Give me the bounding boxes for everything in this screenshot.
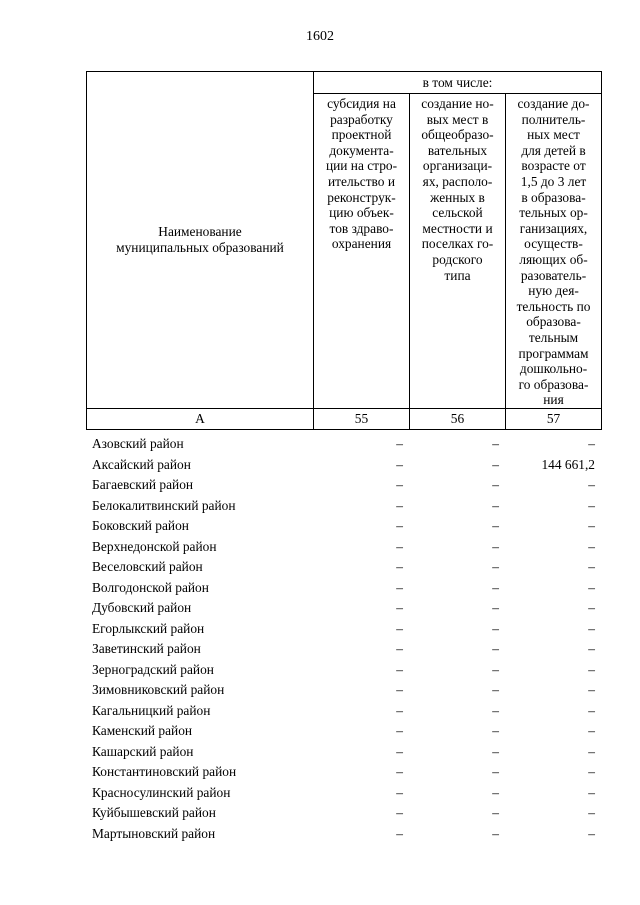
cell-55: – (396, 436, 403, 451)
header-text-line: цию объек- (329, 205, 394, 221)
header-text-line: программам (518, 345, 589, 361)
column-header-55 (314, 94, 410, 409)
row-name: Волгодонской район (92, 579, 209, 595)
header-text-line: ции на стро- (325, 158, 398, 174)
letter-row-56: 56 (410, 408, 506, 429)
header-text-line: субсидия на (327, 96, 396, 111)
column-header-municipality-line: Наименование (158, 224, 242, 240)
cell-55: – (396, 456, 403, 472)
row-name: Кагальницкий район (92, 702, 211, 718)
cell-57: – (588, 579, 595, 595)
header-text-line: осуществ- (524, 236, 583, 252)
header-text-line: разователь- (520, 267, 587, 283)
header-text-line: в образова- (521, 189, 586, 205)
column-header-55-text (314, 94, 409, 252)
header-text-line: ляющих об- (519, 251, 588, 267)
table-row (86, 701, 601, 722)
table-row (86, 639, 601, 660)
column-header-57-text (506, 94, 601, 408)
table-row (86, 475, 601, 496)
cell-56: – (492, 743, 499, 759)
header-text-line: тельным (528, 329, 579, 345)
row-name: Боковский район (92, 518, 189, 533)
cell-55: – (396, 825, 403, 841)
header-text-line: документа- (329, 142, 394, 158)
cell-55: – (396, 723, 403, 738)
cell-55: – (396, 538, 403, 554)
cell-55: – (396, 497, 403, 513)
table-body (86, 434, 601, 844)
header-text-line: организаци- (422, 158, 493, 174)
cell-56: – (492, 641, 499, 656)
row-name: Дубовский район (92, 600, 192, 615)
cell-57: – (588, 825, 595, 841)
header-text-line: полнитель- (521, 111, 586, 127)
cell-55: – (396, 805, 403, 820)
table-row (86, 434, 601, 455)
row-name: Азовский район (92, 436, 184, 451)
cell-57: – (588, 764, 595, 779)
cell-57: – (588, 600, 595, 615)
cell-55: – (396, 641, 403, 656)
cell-55: – (396, 661, 403, 677)
table-row (86, 578, 601, 599)
cell-57: – (588, 559, 595, 574)
row-name: Аксайский район (92, 456, 191, 472)
header-text-line: разработку (330, 111, 393, 127)
cell-56: – (492, 559, 499, 574)
row-name: Веселовский район (92, 559, 203, 574)
header-text-line: вательных (427, 142, 488, 158)
cell-55: – (396, 477, 403, 492)
cell-57: – (588, 477, 595, 492)
cell-57: – (588, 743, 595, 759)
header-text-line: дошкольно- (519, 361, 588, 377)
table-row (86, 619, 601, 640)
table-row (86, 455, 601, 476)
cell-56: – (492, 538, 499, 554)
letter-row-name: А (87, 408, 314, 429)
cell-55: – (396, 784, 403, 800)
cell-57: – (588, 620, 595, 636)
header-text-line: тельность по (516, 298, 591, 314)
row-name: Зимовниковский район (92, 682, 225, 697)
table-row (86, 516, 601, 537)
cell-56: – (492, 497, 499, 513)
header-text-line: реконструк- (327, 189, 396, 205)
cell-56: – (492, 436, 499, 451)
cell-55: – (396, 620, 403, 636)
cell-57: – (588, 723, 595, 738)
table-row (86, 660, 601, 681)
row-name: Красносулинский район (92, 784, 231, 800)
cell-55: – (396, 518, 403, 533)
header-text-line: родского (432, 251, 483, 267)
table-row (86, 803, 601, 824)
header-text-line: тельных ор- (519, 205, 588, 221)
table-row (86, 721, 601, 742)
header-text-line: местности и (422, 220, 493, 236)
column-header-56 (410, 94, 506, 409)
header-text-line: ную дея- (528, 283, 579, 299)
header-text-line: го образова- (518, 376, 589, 392)
row-name: Каменский район (92, 723, 193, 738)
cell-56: – (492, 456, 499, 472)
cell-55: – (396, 702, 403, 718)
cell-56: – (492, 477, 499, 492)
cell-55: – (396, 559, 403, 574)
cell-55: – (396, 682, 403, 697)
header-text-line: женных в (430, 189, 485, 205)
cell-57: – (588, 682, 595, 697)
header-text-line: типа (444, 267, 471, 283)
table-row (86, 598, 601, 619)
cell-57: – (588, 661, 595, 677)
cell-57: – (588, 518, 595, 533)
cell-56: – (492, 784, 499, 800)
letter-row-57: 57 (506, 408, 602, 429)
header-text-line: сельской (432, 205, 483, 221)
row-name: Куйбышевский район (92, 805, 216, 820)
table-row (86, 762, 601, 783)
column-header-57 (506, 94, 602, 409)
letter-row-55: 55 (314, 408, 410, 429)
table-row (86, 742, 601, 763)
cell-56: – (492, 764, 499, 779)
cell-56: – (492, 805, 499, 820)
row-name: Зерноградский район (92, 661, 214, 677)
table-row (86, 537, 601, 558)
header-text-line: ительство и (328, 173, 395, 189)
header-text-line: ных мест (527, 127, 580, 143)
header-text-line: возрасте от (521, 158, 586, 174)
cell-56: – (492, 702, 499, 718)
cell-57: – (588, 436, 595, 451)
cell-56: – (492, 518, 499, 533)
row-name: Егорлыкский район (92, 620, 205, 636)
row-name: Константиновский район (92, 764, 237, 779)
column-header-56-text (410, 94, 505, 283)
page-number: 1602 (306, 29, 334, 44)
cell-56: – (492, 661, 499, 677)
header-text-line: образова- (526, 314, 581, 330)
header-text-line: поселках го- (421, 236, 494, 252)
cell-57: – (588, 538, 595, 554)
row-name: Мартыновский район (92, 825, 216, 841)
header-text-line: ях, располо- (422, 173, 493, 189)
table-row (86, 680, 601, 701)
cell-57: 144 661,2 (541, 456, 595, 472)
header-text-line: вых мест в (426, 111, 489, 127)
row-name: Кашарский район (92, 743, 194, 759)
cell-56: – (492, 825, 499, 841)
table-row (86, 557, 601, 578)
cell-57: – (588, 641, 595, 656)
header-text-line: создание но- (421, 96, 494, 111)
header-text-line: охранения (331, 236, 392, 252)
cell-56: – (492, 600, 499, 615)
header-text-line: общеобразо- (421, 127, 494, 143)
cell-57: – (588, 805, 595, 820)
header-text-line: ганизациях, (519, 220, 588, 236)
row-name: Белокалитвинский район (92, 497, 236, 513)
header-text-line: создание до- (517, 96, 590, 111)
cell-57: – (588, 784, 595, 800)
cell-55: – (396, 764, 403, 779)
table-header (86, 71, 602, 430)
column-header-municipality (87, 72, 314, 409)
table-row (86, 496, 601, 517)
row-name: Багаевский район (92, 477, 194, 492)
cell-56: – (492, 579, 499, 595)
header-text-line: 1,5 до 3 лет (520, 173, 587, 189)
cell-57: – (588, 702, 595, 718)
cell-56: – (492, 620, 499, 636)
row-name: Верхнедонской район (92, 538, 217, 554)
header-text-line: ния (543, 392, 564, 408)
cell-55: – (396, 743, 403, 759)
column-group-including: в том числе: (314, 72, 602, 94)
header-text-line: для детей в (521, 142, 586, 158)
table-row (86, 783, 601, 804)
cell-55: – (396, 579, 403, 595)
cell-56: – (492, 723, 499, 738)
column-header-municipality-line: муниципальных образований (116, 239, 284, 255)
header-text-line: тов здраво- (329, 220, 394, 236)
cell-55: – (396, 600, 403, 615)
cell-56: – (492, 682, 499, 697)
header-text-line: проектной (331, 127, 392, 143)
table-row (86, 824, 601, 845)
row-name: Заветинский район (92, 641, 201, 656)
cell-57: – (588, 497, 595, 513)
